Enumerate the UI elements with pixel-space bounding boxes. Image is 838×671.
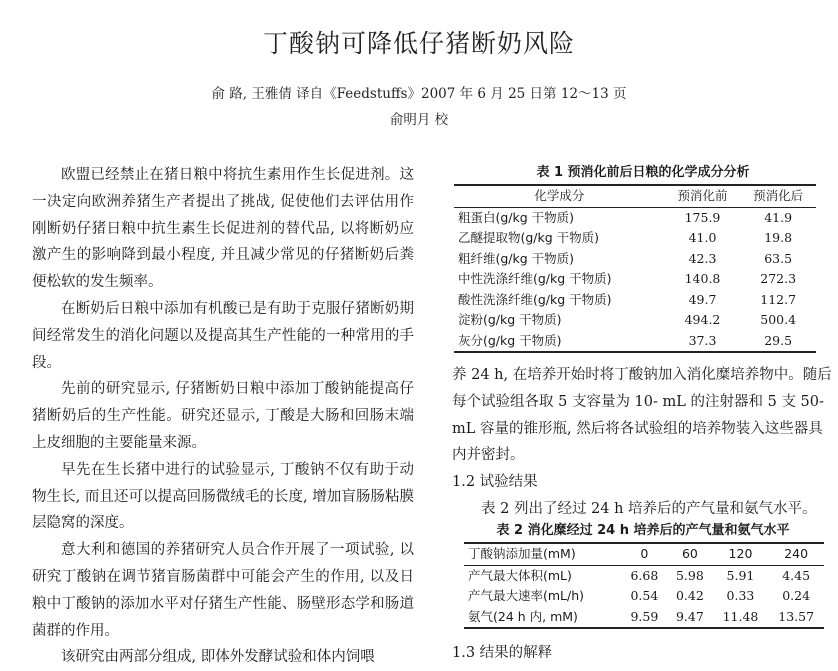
- table2: [464, 542, 824, 629]
- article-byline: 俞 路, 王雅倩 译自《Feedstuffs》2007 年 6 月 25 日第 12～13 页: [211, 86, 627, 102]
- table-row: [464, 586, 824, 607]
- table-cell: 0.33: [726, 588, 755, 603]
- table2-header-cell: 60: [667, 543, 713, 565]
- table-cell: 淀粉(g/kg 干物质): [458, 312, 562, 327]
- table-cell: 112.7: [760, 291, 797, 307]
- table2-header-cell: 丁酸钠添加量(mM): [464, 543, 622, 565]
- table-cell: 氨气(24 h 内, mM): [464, 607, 622, 629]
- table-cell: 41.0: [688, 230, 717, 245]
- table2-header-cell: 240: [768, 543, 824, 565]
- body-paragraph: 该研究由两部分组成, 即体外发酵试验和体内饲喂: [61, 649, 375, 666]
- table-row: [454, 290, 816, 311]
- table-row: [454, 269, 816, 290]
- table-row: [454, 228, 816, 249]
- table-cell: 9.47: [667, 607, 713, 629]
- table-cell: 酸性洗涤纤维(g/kg 干物质): [458, 291, 612, 307]
- table-cell: 4.45: [782, 567, 811, 583]
- table1-block: [452, 164, 834, 353]
- table-cell: 500.4: [760, 312, 797, 327]
- table-cell: 37.3: [665, 331, 741, 353]
- table1-header-row: [454, 185, 816, 207]
- article-title: 丁酸钠可降低仔猪断奶风险: [262, 29, 575, 58]
- table-cell: 产气最大速率(mL/h): [468, 588, 585, 603]
- table-cell: 6.68: [630, 567, 659, 583]
- table-cell: 175.9: [684, 209, 721, 225]
- section-heading-1-3: 1.3 结果的解释: [452, 645, 553, 661]
- table-row: [464, 607, 824, 629]
- table-cell: 13.57: [768, 607, 824, 629]
- table1-caption: 表 1 预消化前后日粮的化学成分分析: [536, 165, 750, 180]
- table-cell: 42.3: [688, 250, 717, 266]
- table-cell: 11.48: [713, 607, 769, 629]
- table-cell: 272.3: [760, 271, 797, 286]
- table-cell: 9.59: [622, 607, 668, 629]
- table-cell: 41.9: [764, 209, 793, 225]
- table-cell: 中性洗涤纤维(g/kg 干物质): [458, 271, 612, 286]
- table-cell: 灰分(g/kg 干物质): [454, 331, 665, 353]
- right-text-block: [452, 362, 834, 523]
- body-paragraph: 早先在生长猪中进行的试验显示, 丁酸钠不仅有助于动物生长, 而且还可以提高回肠微绒毛的长度, 增加盲肠肠粘膜层隐窝的深度。: [32, 461, 414, 532]
- table-cell: 0.24: [782, 588, 811, 603]
- table2-caption: 表 2 消化糜经过 24 h 培养后的产气量和氨气水平: [496, 523, 790, 538]
- table-row: [454, 207, 816, 228]
- table-cell: 乙醚提取物(g/kg 干物质): [458, 230, 600, 245]
- table2-header-cell: 0: [622, 543, 668, 565]
- table-cell: 粗蛋白(g/kg 干物质): [458, 209, 575, 225]
- table2-block: [452, 522, 834, 629]
- section-heading-1-2: 1.2 试验结果: [452, 474, 538, 491]
- table-cell: 5.91: [726, 567, 755, 583]
- body-paragraph: 欧盟已经禁止在猪日粮中将抗生素用作生长促进剂。这一决定向欧洲养猪生产者提出了挑战, 促使他们去评估用作刚断奶仔猪日粮中抗生素生长促进剂的替代品, 以将断奶应激产生的影响降到最小程度, 并且减少常见的仔猪断奶后粪便松软的发生频率。: [32, 167, 414, 291]
- left-column: [32, 162, 414, 671]
- table-cell: 粗纤维(g/kg 干物质): [458, 250, 575, 266]
- table2-header-row: [464, 543, 824, 565]
- table-cell: 5.98: [675, 567, 704, 583]
- body-paragraph: 在断奶后日粮中添加有机酸已是有助于克服仔猪断奶期间经常发生的消化问题以及提高其生产性能的一种常用的手段。: [32, 300, 414, 371]
- table1-header-cell: 预消化前: [665, 185, 741, 207]
- table-row: [464, 565, 824, 586]
- body-paragraph: 养 24 h, 在培养开始时将丁酸钠加入消化糜培养物中。随后每个试验组各取 5 支容量为 10- mL 的注射器和 5 支 50- mL 容量的锥形瓶, 然后将各试验组的培养物装入这些器具内并密封。: [452, 367, 832, 464]
- table-cell: 63.5: [764, 250, 793, 266]
- right-text-block-bottom: [452, 640, 834, 667]
- table-row: [454, 331, 816, 353]
- table-row: [454, 310, 816, 331]
- body-paragraph: 先前的研究显示, 仔猪断奶日粮中添加丁酸钠能提高仔猪断奶后的生产性能。研究还显示, 丁酸是大肠和回肠末端上皮细胞的主要能量来源。: [32, 381, 414, 451]
- body-paragraph: 表 2 列出了经过 24 h 培养后的产气量和氨气水平。: [481, 500, 817, 517]
- table1: [454, 184, 816, 353]
- table-cell: 49.7: [688, 291, 717, 307]
- table-cell: 494.2: [684, 312, 721, 327]
- table-cell: 19.8: [764, 230, 793, 245]
- table1-header-cell: 预消化后: [740, 185, 816, 207]
- table-cell: 29.5: [740, 331, 816, 353]
- body-paragraph: 意大利和德国的养猪研究人员合作开展了一项试验, 以研究丁酸钠在调节猪盲肠菌群中可能会产生的作用, 以及日粮中丁酸钠的添加水平对仔猪生产性能、肠壁形态学和肠道菌群的作用。: [32, 542, 414, 639]
- table-cell: 产气最大体积(mL): [468, 567, 572, 583]
- table-cell: 140.8: [684, 271, 721, 286]
- table2-header-cell: 120: [713, 543, 769, 565]
- table-row: [454, 249, 816, 270]
- table-cell: 0.54: [630, 588, 659, 603]
- table-cell: 0.42: [675, 588, 704, 603]
- article-reviewer: 俞明月 校: [389, 112, 449, 128]
- table1-header-cell: 化学成分: [454, 185, 665, 207]
